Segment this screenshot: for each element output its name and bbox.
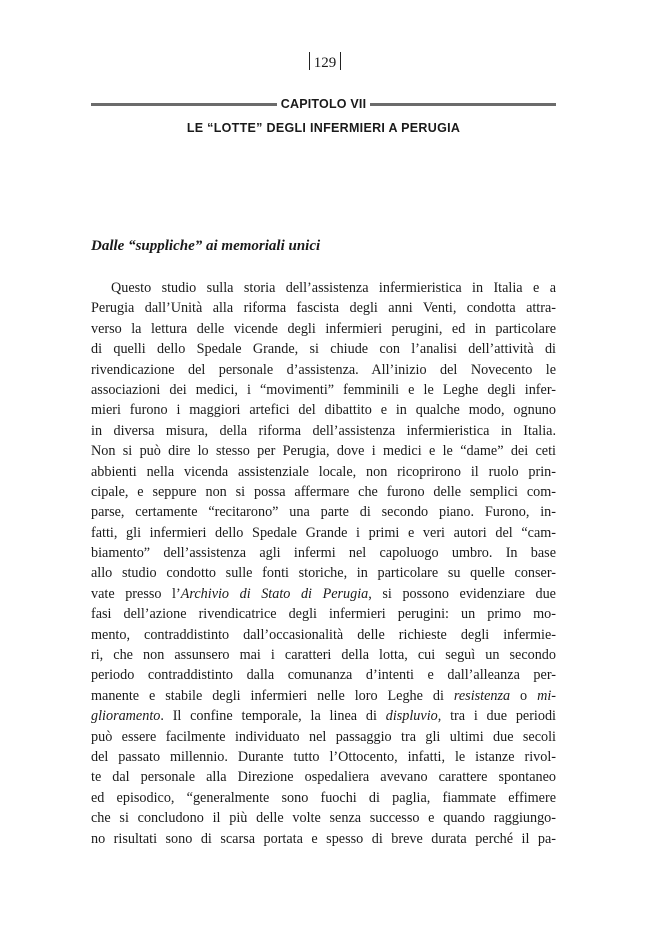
text-line bbox=[91, 747, 556, 767]
text-run: Questo studio sulla storia dell’assistenza infermieristica in Italia e a bbox=[111, 280, 556, 296]
text-line bbox=[91, 584, 556, 604]
text-run: mieri furono i maggiori artefici del dibattito e in qualche modo, ognuno bbox=[91, 402, 556, 419]
text-run: di quelli dello Spedale Grande, si chiude con l’analisi dell’attività di bbox=[91, 341, 556, 358]
text-run: manente e stabile degli infermieri nelle loro Leghe di bbox=[91, 687, 454, 704]
text-line bbox=[91, 482, 556, 502]
text-run: fasi dell’azione rivendicatrice degli infermieri perugini: un primo mo- bbox=[91, 606, 556, 623]
text-line bbox=[91, 645, 556, 665]
text-line bbox=[91, 563, 556, 583]
chapter-title: LE “LOTTE” DEGLI INFERMIERI A PERUGIA bbox=[186, 121, 461, 135]
text-line bbox=[91, 727, 556, 747]
text-run: Perugia dall’Unità alla riforma fascista degli anni Venti, condotta attra- bbox=[91, 300, 556, 317]
text-run: associazioni dei medici, i “movimenti” femminili e le Leghe degli infer- bbox=[91, 381, 556, 398]
text-run: in diversa misura, della riforma dell’assistenza infermieristica in Italia. bbox=[91, 422, 556, 439]
text-run: abbienti nella vicenda assistenziale locale, non ricoprirono il ruolo prin- bbox=[91, 463, 556, 480]
text-line bbox=[91, 421, 556, 441]
text-line bbox=[91, 665, 556, 685]
text-line bbox=[91, 788, 556, 808]
text-line bbox=[91, 360, 556, 380]
page-number-right-bar bbox=[340, 52, 341, 70]
text-line bbox=[91, 502, 556, 522]
text-line bbox=[91, 319, 556, 339]
text-run: può essere facilmente individuato nel passaggio tra gli ultimi due secoli bbox=[91, 728, 556, 745]
text-line bbox=[91, 441, 556, 461]
section-heading: Dalle “suppliche” ai memoriali unici bbox=[91, 238, 321, 254]
text-line bbox=[91, 278, 556, 298]
text-run: del passato millennio. Durante tutto l’Ottocento, infatti, le istanze rivol- bbox=[91, 748, 556, 765]
text-line bbox=[91, 543, 556, 563]
text-line bbox=[91, 462, 556, 482]
italic-phrase: displuvio bbox=[385, 708, 438, 725]
text-run: parse, certamente “recitarono” una parte di secondo piano. Furono, in- bbox=[91, 504, 556, 521]
text-line bbox=[91, 400, 556, 420]
text-run: mento, contraddistinto dall’occasionalità delle richieste degli infermie- bbox=[91, 626, 556, 643]
text-line bbox=[91, 706, 556, 726]
text-run: allo studio condotto sulle fonti storiche, in particolare su quelle conser- bbox=[91, 565, 556, 582]
text-run: Non si può dire lo stesso per Perugia, dove i medici e le “dame” dei ceti bbox=[91, 443, 556, 460]
text-run: o bbox=[510, 687, 538, 704]
text-run: vate presso l’ bbox=[91, 585, 181, 602]
text-run: . Il confine temporale, la linea di bbox=[160, 708, 386, 725]
text-line bbox=[91, 625, 556, 645]
text-run: ed episodico, “generalmente sono fuochi di paglia, fiammate effimere bbox=[91, 789, 556, 806]
text-line bbox=[91, 808, 556, 828]
chapter-header bbox=[91, 94, 556, 114]
text-line bbox=[91, 380, 556, 400]
text-run: rivendicazione del personale d’assistenza. All’inizio del Novecento le bbox=[91, 361, 556, 378]
text-line bbox=[91, 339, 556, 359]
text-line bbox=[91, 523, 556, 543]
text-run: , tra i due periodi bbox=[437, 708, 556, 725]
text-run: , si possono evidenziare due bbox=[368, 585, 556, 602]
text-run: cipale, e seppure non si possa affermare che furono delle semplici com- bbox=[91, 483, 556, 500]
italic-phrase: resistenza bbox=[453, 687, 511, 704]
page-number-left-bar bbox=[309, 52, 310, 70]
italic-phrase: glioramento bbox=[91, 708, 161, 725]
text-run: fatti, gli infermieri dello Spedale Grande i primi e veri autori del “cam- bbox=[91, 524, 556, 541]
page-number-value: 129 bbox=[313, 55, 337, 71]
italic-phrase: mi- bbox=[537, 687, 556, 704]
text-run: verso la lettura delle vicende degli infermieri perugini, ed in particolare bbox=[91, 320, 556, 337]
page-number bbox=[0, 52, 650, 73]
chapter-rule-right bbox=[370, 103, 556, 106]
text-run: biamento” dell’assistenza agli infermi nel capoluogo umbro. In base bbox=[91, 545, 556, 562]
text-run: periodo contraddistinto dalla comunanza d’intenti e dall’alleanza per- bbox=[91, 667, 556, 684]
chapter-rule-left bbox=[91, 103, 277, 106]
text-run: no risultati sono di scarsa portata e spesso di breve durata perché il pa- bbox=[91, 830, 556, 847]
text-run: ri, che non assunsero mai i caratteri della lotta, cui seguì un secondo bbox=[91, 647, 556, 664]
italic-phrase: Archivio di Stato di Perugia bbox=[180, 585, 369, 602]
text-run: te dal personale alla Direzione ospedaliera avevano carattere spontaneo bbox=[91, 769, 556, 786]
text-line bbox=[91, 767, 556, 787]
chapter-label: CAPITOLO VII bbox=[280, 97, 367, 111]
text-line bbox=[91, 686, 556, 706]
text-run: che si concludono il più delle volte senza successo e quando raggiungo- bbox=[91, 810, 556, 827]
body-text bbox=[91, 278, 556, 849]
text-line bbox=[91, 298, 556, 318]
text-line bbox=[91, 604, 556, 624]
text-line bbox=[91, 829, 556, 849]
